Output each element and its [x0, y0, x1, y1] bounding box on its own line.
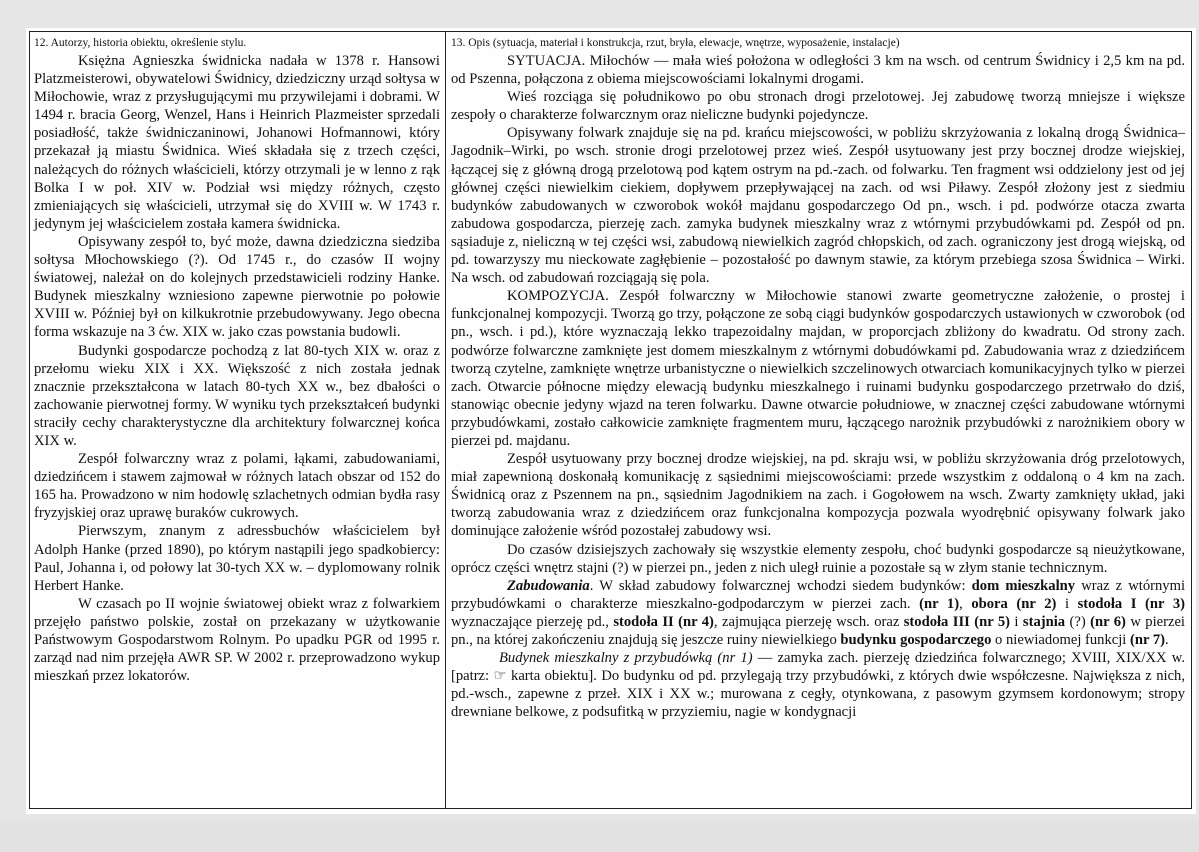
building-granary-1: stodoła I (nr 3) — [1077, 595, 1185, 612]
building-granary-2: stodoła II (nr 4) — [613, 613, 714, 630]
building-granary-3: stodoła III (nr 5) — [903, 613, 1010, 630]
building-number: (nr 7) — [1130, 632, 1166, 648]
history-paragraph-6: W czasach po II wojnie światowej obiekt wraz z folwarkiem przejęło państwo polskie, został on przekazany w użytkowanie Państwowym Gospodarstwom Rolnym. Po upadku PGR od 1995 r. zarząd nad nim przejęła AWR SP. W 2002 r. przeprowadzono wykup mieszkań przez lokatorów. — [34, 595, 440, 685]
scan-margin — [0, 820, 1199, 852]
buildings-text: wyznaczające pierzeję pd., — [451, 613, 614, 630]
history-paragraph-4: Zespół folwarczny wraz z polami, łąkami, zabudowaniami, dziedzińcem i stawem zajmował w różnych latach obszar od 152 do 165 ha. Prowadzono w nim hodowlę szlachetnych odmian bydła rasy fryzyjskiej oraz uprawę buraków cukrowych. — [34, 451, 440, 522]
house-description-text: — zamyka zach. pierzeję dziedzińca folwarcznego; XVIII, XIX/XX w. [patrz: ☞ karta obiektu]. Do budynku od pd. przylegają trzy przybudówki, z których dwie współczesne. Największa z nich, pd.-wsch., zapewne z przeł. XIX i XX w.; murowana z cegły, otynkowana, z pasowym gzymsem kordonowym; stropy drewniane belkowe, z podsufitką w przyziemiu, nagie w kondygnacji — [451, 650, 1185, 721]
buildings-text: . — [1165, 632, 1169, 648]
building-stable: stajnia — [1022, 613, 1066, 630]
kompozycja-paragraph — [451, 287, 1185, 450]
right-column — [451, 36, 1185, 721]
house-description-paragraph — [451, 649, 1185, 721]
buildings-text: , zajmująca pierzeję wsch. oraz — [713, 613, 904, 630]
sytuacja-label: SYTUACJA. — [507, 53, 586, 69]
history-paragraph-1: Księżna Agnieszka świdnicka nadała w 1378 r. Hansowi Platzmeisterowi, obywatelowi Świdnicy, dziedziczny urząd sołtysa w Miłochowie, wraz z przysługującymi mu przywilejami i dobrami. W 1494 r. bracia Georg, Wenzel, Hans i Heinrich Plazmeister sprzedali posiadłość, także świdniczaninowi, Johanowi Hofmannowi, który przekazał ją miastu Świdnica. Wieś składała się z trzech części, należących do różnych właścicieli, którzy otrzymali je w lenno z rąk Bolka I w poł. XIV w. Podział wsi między różnych, często zmieniających się właścicieli, utrzymał się do XVIII w. W 1743 r. jedynym jej właścicielem została kamera świdnicka. — [34, 53, 440, 232]
history-paragraph-5: Pierwszym, znanym z adressbuchów właścicielem był Adolph Hanke (przed 1890), po którym nastąpili jego spadkobiercy: Paul, Johanna i, od połowy lat 30-tych XX w. – dyplomowany rolnik Herbert Hanke. — [34, 523, 440, 594]
buildings-text: , — [959, 595, 972, 612]
buildings-text: wraz z wtórnymi przybudówkami o charakterze mieszkalno-godpodarczym w pierzei zach. — [451, 577, 1186, 612]
building-number: (nr 6) — [1090, 613, 1126, 630]
sytuacja-text: Miłochów — mała wieś położona w odległości 3 km na wsch. od centrum Świdnicy i 2,5 km na pd. od Pszenna, połączona z obiema miejscowościami lokalnymi drogami. — [451, 53, 1185, 88]
column-divider — [445, 31, 446, 809]
zabudowania-label: Zabudowania — [507, 577, 590, 594]
left-column — [34, 36, 440, 685]
kompozycja-label: KOMPOZYCJA. — [507, 288, 609, 305]
building-house: dom mieszkalny — [971, 577, 1076, 594]
buildings-text: i — [1056, 595, 1078, 612]
buildings-text: (?) — [1065, 613, 1091, 630]
building-ruin: budynku gospodarczego — [840, 632, 992, 648]
buildings-text: i — [1010, 613, 1023, 630]
buildings-text: . W skład zabudowy folwarcznej wchodzi siedem budynków: — [589, 577, 972, 594]
communication-paragraph: Zespół usytuowany przy bocznej drodze wiejskiej, na pd. skraju wsi, w pobliżu skrzyżowania dróg przelotowych, miał zapewnioną doskonałą komunikację z sąsiednimi miejscowościami: przede wszystkim z oddaloną o 4 km na zach. Świdnicą oraz z Pszennem na pn., sąsiednim Jagodnikiem na zach. i Gogołowem na wsch. Zwarty zamknięty układ, jaki tworzą zabudowania wraz z dziedzińcem oraz funkcjonalna kompozycja pozwala wyodrębnić opisywany folwark jako dominujące założenie wśród pozostałej zabudowy wsi. — [451, 451, 1185, 540]
building-number: (nr 1) — [919, 595, 960, 612]
history-paragraph-3: Budynki gospodarcze pochodzą z lat 80-tych XIX w. oraz z przełomu wieku XIX i XX. Większość z nich została jednak znacznie przekształcona w latach 80-tych XX w., bez dbałości o zachowanie pierwotnej formy. W wyniku tych przekształceń budynki straciły cechy charakterystyczne dla architektury folwarcznej końca XIX w. — [34, 342, 440, 449]
village-paragraph: Wieś rozciąga się południkowo po obu stronach drogi przelotowej. Jej zabudowę tworzą mniejsze i większe zespoły o charakterze folwarcznym oraz nieliczne budynki pojedyncze. — [451, 89, 1185, 124]
buildings-text: w pierzei pn., na której zakończeniu znajdują się jeszcze ruiny niewielkiego — [451, 613, 1185, 648]
building-barn: obora (nr 2) — [971, 595, 1057, 612]
section-13-heading: 13. Opis (sytuacja, materiał i konstrukcja, rzut, bryła, elewacje, wnętrze, wyposażenie, instalacje) — [451, 37, 900, 49]
condition-paragraph: Do czasów dzisiejszych zachowały się wszystkie elementy zespołu, choć budynki gospodarcze są nieużytkowane, oprócz części wnętrz stajni (?) w pierzei pn., jeden z nich uległ ruinie a pozostałe są w złym stanie technicznym. — [451, 541, 1185, 576]
sytuacja-paragraph — [451, 52, 1185, 88]
location-paragraph: Opisywany folwark znajduje się na pd. krańcu miejscowości, w pobliżu skrzyżowania z lokalną drogą Świdnica–Jagodnik–Wirki, po wsch. stronie drogi przelotowej przez wieś. Zespół usytuowany jest przy bocznej drodze wiejskiej, łączącej się z główną drogą przelotową pod kątem ostrym na pd.-zach. od folwarku. Ten fragment wsi oddzielony jest od jej głównej części niewielkim ciekiem, dopływem przepływającej na zach. od wsi Piławy. Zespół złożony jest z siedmiu budynków zabudowanych w czworobok wokół majdanu gospodarczego Od pn., wsch. i pd. podwórze otacza zwarta zabudowa gospodarcza, pierzeję zach. zamyka budynek mieszkalny wraz z wtórnymi przybudówkami pd. Zespół od pn. sąsiaduje z, nieliczną w tej części wsi, zabudową niewielkich zagród chłopskich, od zach. ograniczony jest drogą wiejską, od pd. towarzyszy mu nieckowate zagłębienie – pozostałość po dawnym stawie, za którym przebiega szosa Świdnica – Wirki. Na wsch. od zabudowań rozciągają się pola. — [451, 125, 1185, 287]
house-description-title: Budynek mieszkalny z przybudówką (nr 1) — [499, 650, 753, 667]
buildings-paragraph — [451, 577, 1185, 649]
kompozycja-text: Zespół folwarczny w Miłochowie stanowi zwarte geometryczne założenie, o prostej i funkcjonalnej kompozycji. Tworzą go trzy, połączone ze sobą ciągi budynków gospodarczych ustawionych w czworobok (od pn., wsch. i pd.), które wyznaczają lekko trapezoidalny majdan, w proporcjach zbliżony do kwadratu. Od strony zach. podwórze folwarczne zamknięte jest domem mieszkalnym z wtórnymi dobudówkami pd. Zabudowania wraz z dziedzińcem tworzą czytelne, zamknięte wnętrze urbanistyczne o niewielkich szczelinowych otwarciach komunikacyjnych tylko w pierzei zach. Otwarcie północne między elewacją budynku mieszkalnego i ruinami budynku gospodarczego przetrwało do dziś, stanowiąc obecnie jedyny wjazd na teren folwarku. Dawne otwarcie południowe, w znacznej części zabudowane wtórnymi przybudówkami, zostało całkowicie zamknięte fragmentem muru, łączącego narożnik przybudówki z narożnikiem obory w pierzei pd. majdanu. — [451, 288, 1185, 449]
section-12-heading: 12. Autorzy, historia obiektu, określenie stylu. — [34, 37, 247, 49]
buildings-text: o niewiadomej funkcji — [991, 632, 1131, 648]
history-paragraph-2: Opisywany zespół to, być może, dawna dziedziczna siedziba sołtysa Młochowskiego (?). Od 1745 r., do czasów II wojny światowej, należał on do kolejnych przedstawicieli rodziny Hanke. Budynek mieszkalny wzniesiono zapewne pierwotnie po połowie XVIII w. Później był on kilkukrotnie przebudowywany. Jego obecna forma wskazuje na 3 ćw. XIX w. jako czas powstania budowli. — [34, 233, 440, 341]
